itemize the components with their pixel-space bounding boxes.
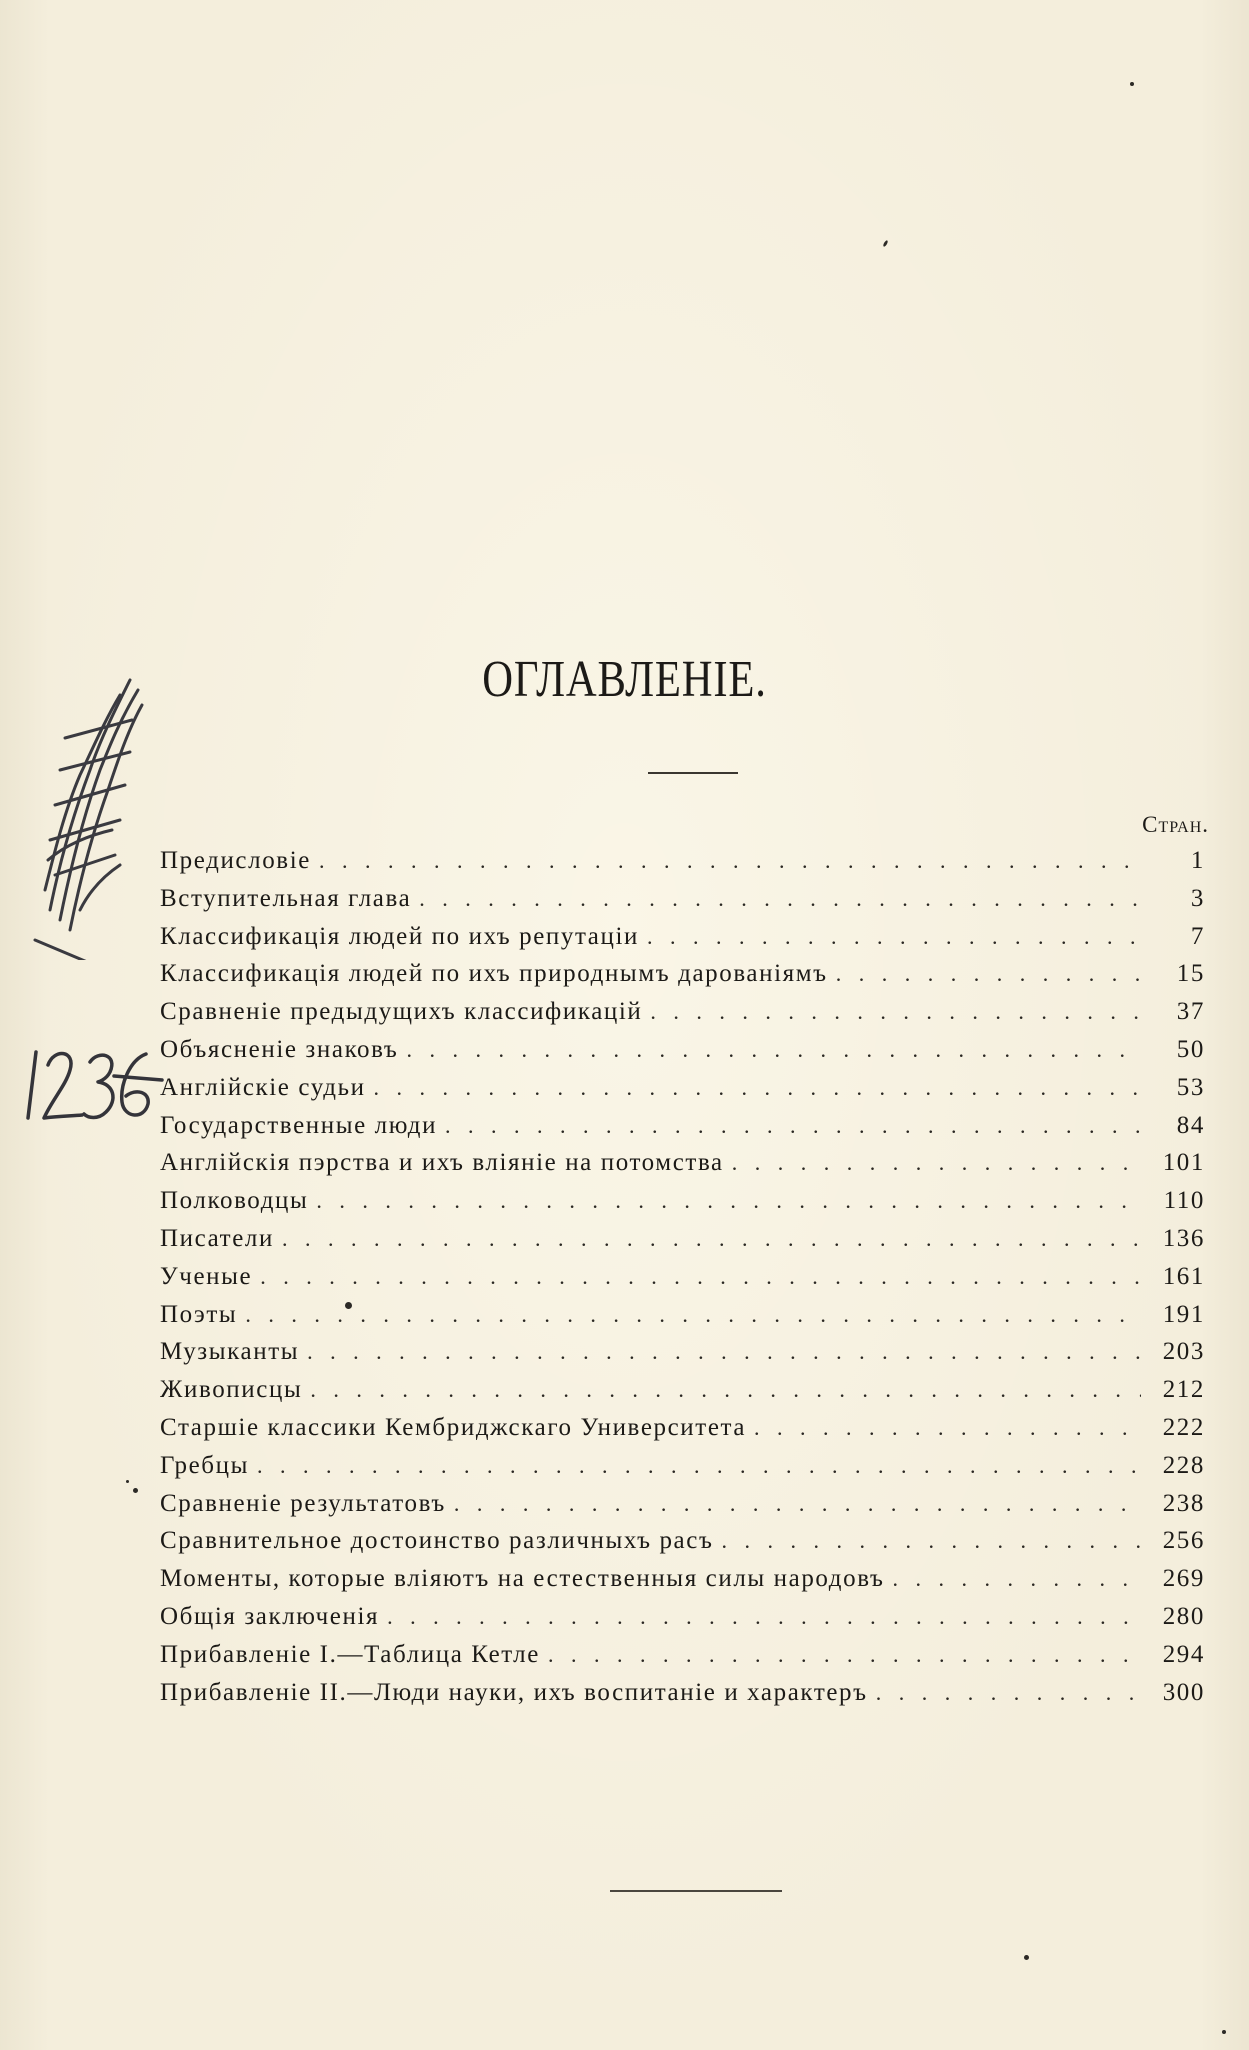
toc-entry [160,885,1205,923]
toc-entry-page-number: 37 [1176,998,1205,1026]
toc-entry-page-number: 228 [1162,1451,1205,1479]
toc-entry-title: Моменты, которые вліяютъ на естественныя силы народовъ [160,1565,885,1593]
toc-entry [160,1490,1205,1528]
toc-entry [160,1149,1205,1187]
table-of-contents [160,847,1205,1716]
toc-entry-title: Объясненіе знаковъ [160,1035,399,1063]
toc-entry-title: Писатели [160,1224,274,1252]
toc-entry-title: Государственные люди [160,1111,438,1139]
toc-entry [160,1679,1205,1717]
toc-entry-page-number: 212 [1162,1376,1205,1404]
toc-entry-title: Полководцы [160,1187,309,1215]
toc-entry-page-number: 300 [1162,1678,1205,1706]
dot-leader [876,1680,1141,1706]
toc-entry [160,1263,1205,1301]
ink-speck [345,1302,352,1309]
dot-leader [245,1302,1141,1328]
ink-speck [1024,1955,1029,1960]
dot-leader [647,924,1141,950]
toc-entry-page-number: 222 [1162,1413,1205,1441]
toc-entry-page-number: 256 [1162,1527,1205,1555]
toc-entry-title: Живописцы [160,1376,303,1404]
toc-entry-title: Сравненіе результатовъ [160,1489,446,1517]
dot-leader [282,1226,1141,1252]
toc-entry-page-number: 294 [1162,1640,1205,1668]
toc-entry-title: Предисловіе [160,847,311,874]
toc-entry-title: Прибавленіе I.—Таблица Кетле [160,1640,540,1668]
toc-entry-page-number: 280 [1162,1602,1205,1630]
title-divider [648,772,738,774]
toc-entry-page-number: 203 [1162,1338,1205,1366]
toc-entry-page-number: 101 [1162,1149,1205,1177]
toc-entry-title: Прибавленіе II.—Люди науки, ихъ воспитаніе и характеръ [160,1678,868,1706]
toc-entry-title: Сравненіе предыдущихъ классификацій [160,998,643,1026]
toc-entry [160,1187,1205,1225]
toc-entry-page-number: 269 [1162,1565,1205,1593]
ink-speck [882,240,888,248]
toc-entry-page-number: 15 [1176,960,1205,988]
toc-entry [160,960,1205,998]
handwritten-shelf-number [14,1040,164,1130]
toc-entry [160,1641,1205,1679]
toc-entry [160,1112,1205,1150]
toc-entry [160,1301,1205,1339]
toc-entry-page-number: 238 [1162,1489,1205,1517]
toc-entry [160,1452,1205,1490]
toc-entry [160,847,1205,885]
dot-leader [836,961,1141,987]
toc-entry-page-number: 3 [1190,884,1205,912]
dot-leader [721,1528,1141,1554]
page-title: ОГЛАВЛЕНІЕ. [482,651,767,708]
dot-leader [310,1377,1141,1403]
toc-entry-title: Общія заключенія [160,1602,380,1630]
dot-leader [260,1264,1141,1290]
dot-leader [257,1453,1141,1479]
toc-entry [160,1603,1205,1641]
toc-entry-page-number: 50 [1176,1035,1205,1063]
toc-entry-title: Англійскіе судьи [160,1073,366,1101]
bottom-divider [610,1890,782,1892]
toc-entry-page-number: 7 [1190,922,1205,950]
dot-leader [650,999,1141,1025]
toc-entry-title: Музыканты [160,1338,300,1366]
toc-entry [160,1225,1205,1263]
toc-entry-title: Ученые [160,1262,253,1290]
crossed-out-pencil-mark-icon [20,660,150,960]
toc-entry [160,998,1205,1036]
toc-entry-title: Поэты [160,1300,238,1328]
toc-entry-page-number: 84 [1176,1111,1205,1139]
toc-entry-page-number: 110 [1163,1187,1205,1215]
toc-entry-page-number: 1 [1190,847,1205,874]
toc-entry-title: Англійскія пэрства и ихъ вліяніе на потомства [160,1149,724,1177]
toc-entry [160,1338,1205,1376]
toc-entry [160,1074,1205,1112]
dot-leader [445,1113,1141,1139]
toc-entry-page-number: 161 [1162,1262,1205,1290]
toc-entry-title: Гребцы [160,1451,249,1479]
dot-leader [732,1150,1141,1176]
ink-speck [133,1488,138,1493]
toc-entry [160,1376,1205,1414]
toc-entry-title: Сравнительное достоинство различныхъ расъ [160,1527,714,1555]
ink-speck [1130,82,1134,86]
toc-entry [160,923,1205,961]
page-column-header: Стран. [1142,812,1209,837]
toc-entry-page-number: 53 [1176,1073,1205,1101]
dot-leader [374,1075,1141,1101]
toc-entry-title: Классификація людей по ихъ репутаціи [160,922,639,950]
toc-entry [160,1565,1205,1603]
dot-leader [406,1037,1141,1063]
dot-leader [754,1415,1141,1441]
toc-entry [160,1527,1205,1565]
dot-leader [316,1188,1141,1214]
toc-entry-title: Старшіе классики Кембриджскаго Университета [160,1413,747,1441]
dot-leader [319,848,1141,874]
ink-speck [1222,2030,1226,2034]
dot-leader [419,886,1141,912]
toc-entry-page-number: 191 [1162,1300,1205,1328]
toc-entry [160,1414,1205,1452]
toc-entry-title: Классификація людей по ихъ природнымъ дарованіямъ [160,960,828,988]
toc-entry [160,1036,1205,1074]
dot-leader [548,1642,1141,1668]
toc-entry-page-number: 136 [1162,1224,1205,1252]
dot-leader [307,1339,1141,1365]
dot-leader [454,1491,1141,1517]
dot-leader [387,1604,1141,1630]
toc-entry-title: Вступительная глава [160,884,412,912]
ink-speck [126,1480,129,1483]
dot-leader [893,1566,1141,1592]
